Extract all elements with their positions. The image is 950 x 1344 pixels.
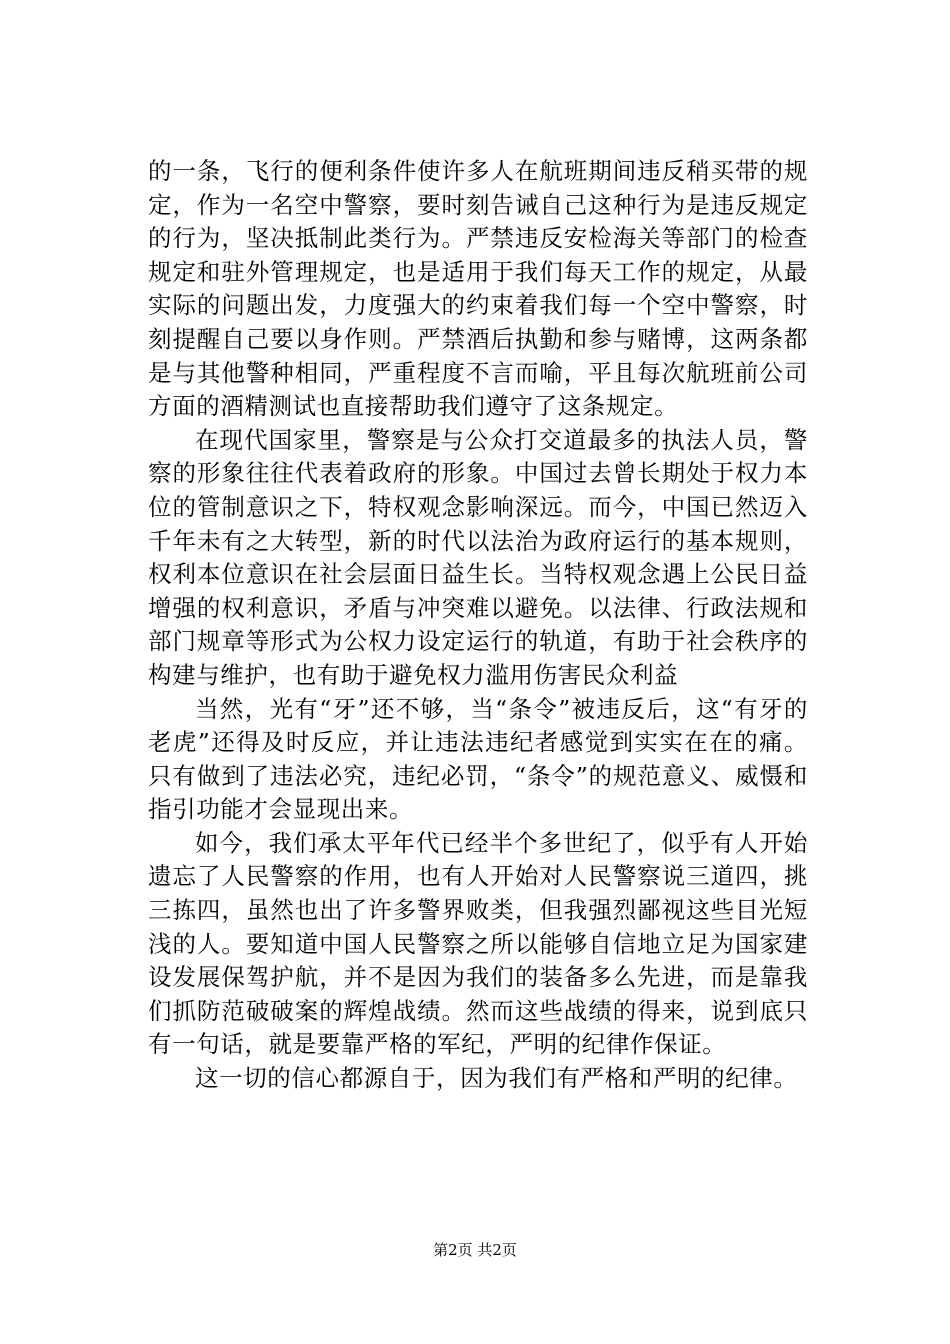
paragraph-5: 这一切的信心都源自于，因为我们有严格和严明的纪律。	[195, 1064, 798, 1093]
paragraph-2: 在现代国家里，警察是与公众打交道最多的执法人员，警察的形象往往代表着政府的形象。中国过去曾长期处于权力本位的管制意识之下，特权观念影响深远。而今，中国已然迈入千年未有之大转型，新的时代以法治为政府运行的基本规则，权利本位意识在社会层面日益生长。当特权观念遇上公民日益增强的权利意识，矛盾与冲突难以避免。以法律、行政法规和部门规章等形式为公权力设定运行的轨道，有助于社会秩序的构建与维护，也有助于避免权力滥用伤害民众利益	[148, 425, 808, 689]
paragraph-1: 的一条，飞行的便利条件使许多人在航班期间违反稍买带的规定，作为一名空中警察，要时刻告诫自己这种行为是违反规定的行为，坚决抵制此类行为。严禁违反安检海关等部门的检查规定和驻外管理规定，也是适用于我们每天工作的规定，从最实际的问题出发，力度强大的约束着我们每一个空中警察，时刻提醒自己要以身作则。严禁酒后执勤和参与赌博，这两条都是与其他警种相同，严重程度不言而喻，平且每次航班前公司方面的酒精测试也直接帮助我们遵守了这条规定。	[148, 157, 808, 421]
page-footer: 第2页 共2页	[433, 1241, 517, 1259]
paragraph-4: 如今，我们承太平年代已经半个多世纪了，似乎有人开始遗忘了人民警察的作用，也有人开始对人民警察说三道四，挑三拣四，虽然也出了许多警界败类，但我强烈鄙视这些目光短浅的人。要知道中国人民警察之所以能够自信地立足为国家建设发展保驾护航，并不是因为我们的装备多么先进，而是靠我们抓防范破破案的辉煌战绩。然而这些战绩的得来，说到底只有一句话，就是要靠严格的军纪，严明的纪律作保证。	[148, 828, 808, 1059]
paragraph-3: 当然，光有“牙”还不够，当“条令”被违反后，这“有牙的老虎”还得及时反应，并让违法违纪者感觉到实实在在的痛。只有做到了违法必究，违纪必罚，“条令”的规范意义、威慑和指引功能才会显现出来。	[148, 694, 808, 824]
document-body	[148, 155, 808, 1096]
